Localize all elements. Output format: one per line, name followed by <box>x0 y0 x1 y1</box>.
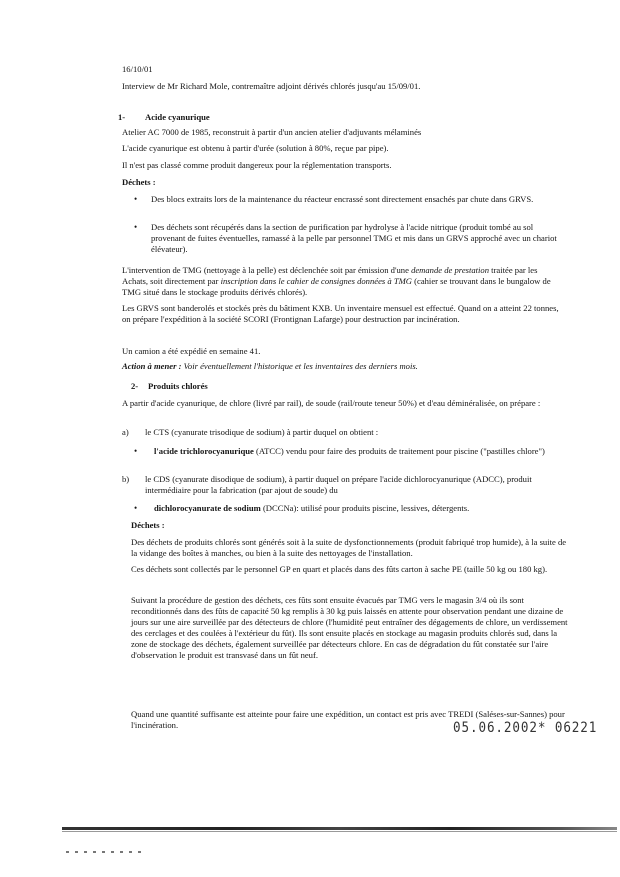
bullet-icon: • <box>134 446 138 456</box>
action-line <box>122 361 418 372</box>
camion-line: Un camion a été expédié en semaine 41. <box>122 346 261 356</box>
paragraph: L'acide cyanurique est obtenu à partir d'urée (solution à 80%, reçue par pipe). <box>122 143 389 153</box>
paragraph: Des déchets de produits chlorés sont générés soit à la suite de dysfonctionnements (produit fabriqué trop humide), à la suite de la vidange des boîtes à manches, ou bien à la suite des nettoyages de l'installation. <box>131 537 567 558</box>
atcc-name: l'acide trichlorocyanurique <box>154 446 254 456</box>
dccna-description: (DCCNa): utilisé pour produits piscine, lessives, détergents. <box>260 503 470 513</box>
section-2-title: Produits chlorés <box>148 381 208 391</box>
intervention-text: L'intervention de TMG (nettoyage à la pelle) est déclenchée soit par émission d'une <box>122 265 412 275</box>
received-date-stamp: 05.06.2002* 06221 <box>453 720 598 736</box>
bullet-icon: • <box>134 222 138 232</box>
intervention-italic: demande de prestation <box>411 265 490 275</box>
dechets-heading: Déchets : <box>131 520 165 530</box>
paragraph: Quand une quantité suffisante est atteinte pour faire une expédition, un contact est pris avec TREDI (Saléses-sur-Sannes) pour l'incinération. <box>131 709 565 730</box>
intervention-text: traitée par les Achats, soit directement par <box>122 265 538 286</box>
scan-specks <box>66 851 146 853</box>
bullet-icon: • <box>134 194 138 204</box>
dccna-name: dichlorocyanurate de sodium <box>154 503 261 513</box>
list-item: Des déchets sont récupérés dans la section de purification par hydrolyse à l'acide nitrique (produit tombé au sol provenant de fuites éventuelles, ramassé à la pelle par personnel TMG et mis dans un GRVS approché avec un chariot élévateur). <box>151 222 557 254</box>
action-label: Action à mener : <box>122 361 182 371</box>
grvs-paragraph: Les GRVS sont banderolés et stockés près du bâtiment KXB. Un inventaire mensuel est effectué. Quand on a atteint 22 tonnes, on prépare l'expédition à la société SCORI (Frontignan Lafarge) pour destruction par incinération. <box>122 303 559 324</box>
section-2-number: 2- <box>131 381 139 391</box>
interview-line: Interview de Mr Richard Mole, contremaître adjoint dérivés chlorés jusqu'au 15/09/01. <box>122 81 421 91</box>
intervention-italic: inscription dans le cahier de consignes données à TMG <box>220 276 412 286</box>
section-2-intro: A partir d'acide cyanurique, de chlore (livré par rail), de soude (rail/route teneur 50%) et d'eau déminéralisée, on prépare : <box>122 398 541 408</box>
section-1-number: 1- <box>118 112 126 122</box>
item-a-label: a) <box>122 427 129 437</box>
intervention-text: (cahier se trouvant dans le bungalow de TMG situé dans le stockage produits dérivés chlorés). <box>122 276 551 297</box>
atcc-description: (ATCC) vendu pour faire des produits de traitement pour piscine ("pastilles chlore") <box>253 446 545 456</box>
action-text: Voir éventuellement l'historique et les inventaires des derniers mois. <box>181 361 418 371</box>
list-item <box>154 446 562 457</box>
document-date: 16/10/01 <box>122 64 153 74</box>
item-b-label: b) <box>122 474 130 484</box>
paragraph: Ces déchets sont collectés par le personnel GP en quart et placés dans des fûts carton à sache PE (taille 50 kg ou 180 kg). <box>131 564 548 574</box>
item-b-text: le CDS (cyanurate disodique de sodium), à partir duquel on prépare l'acide dichlorocyanurique (ADCC), produit intermédiaire pour la fabrication (par ajout de soude) du <box>145 474 532 495</box>
paragraph: Atelier AC 7000 de 1985, reconstruit à partir d'un ancien atelier d'adjuvants mélaminés <box>122 127 422 137</box>
bullet-icon: • <box>134 503 138 513</box>
list-item: Des blocs extraits lors de la maintenance du réacteur encrassé sont directement ensachés par chute dans GRVS. <box>151 194 534 204</box>
scan-border-line <box>62 831 617 832</box>
section-1-title: Acide cyanurique <box>145 112 210 122</box>
list-item <box>154 503 469 514</box>
scan-border-line <box>62 827 617 830</box>
item-a-text: le CTS (cyanurate trisodique de sodium) à partir duquel on obtient : <box>145 427 379 437</box>
paragraph: Il n'est pas classé comme produit dangereux pour la réglementation transports. <box>122 160 392 170</box>
paragraph: Suivant la procédure de gestion des déchets, ces fûts sont ensuite évacués par TMG vers le magasin 3/4 où ils sont reconditionnés dans des fûts de capacité 50 kg remplis à 30 kg puis laissés en attente pour observation pendant une dizaine de jours sur une aire surveillée par des détecteurs de chlore (l'humidité peut entraîner des dégagements de chlore, un verdissement des cerclages et des coulées à l'extérieur du fût). Ils sont ensuite placés en stockage au magasin produits chlorés sud, dans la zone de stockage des déchets, également surveillée par détecteurs chlore. En cas de dégradation du fût constatée sur l'aire d'observation le produit est transvasé dans un fût neuf. <box>131 595 568 660</box>
intervention-paragraph <box>122 265 564 298</box>
dechets-heading: Déchets : <box>122 177 156 187</box>
